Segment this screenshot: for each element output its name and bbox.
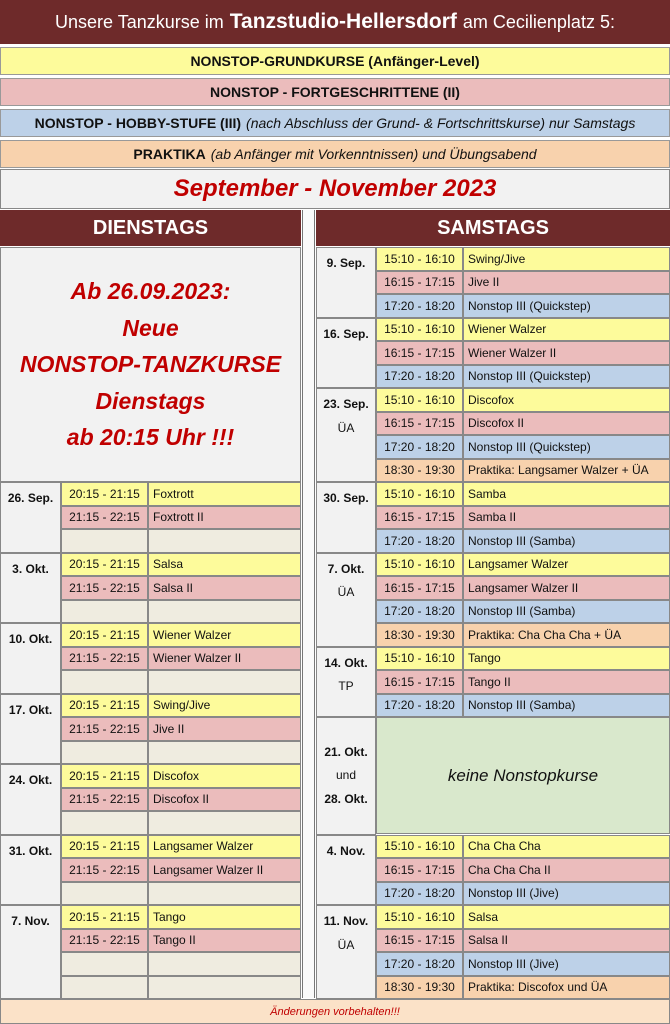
- time-cell: 17:20 - 18:20: [376, 600, 463, 624]
- date-sub-label: ÜA: [337, 585, 355, 599]
- time-cell: 15:10 - 16:10: [376, 647, 463, 671]
- header-suffix: am Cecilienplatz 5:: [462, 11, 615, 32]
- legend-note: (nach Abschluss der Grund- & Fortschrittskurse) nur Samstags: [246, 115, 636, 131]
- date-cell: [0, 694, 61, 765]
- legend-hobby-stufe: [0, 109, 670, 137]
- date-label: 23. Sep.: [323, 397, 369, 411]
- course-cell: [148, 741, 301, 765]
- course-cell: Tango II: [148, 929, 301, 953]
- time-cell: 16:15 - 17:15: [376, 341, 463, 365]
- course-cell: Tango: [148, 905, 301, 929]
- announcement-line: Neue: [122, 314, 179, 341]
- course-cell: Salsa: [148, 553, 301, 577]
- legend-label: NONSTOP - HOBBY-STUFE (III): [34, 115, 242, 131]
- time-cell: 18:30 - 19:30: [376, 459, 463, 483]
- announcement-box: [0, 247, 301, 482]
- date-label: 10. Okt.: [8, 632, 53, 646]
- date-sub-label: ÜA: [337, 420, 355, 435]
- date-label: 17. Okt.: [8, 702, 53, 717]
- time-cell: 16:15 - 17:15: [376, 929, 463, 953]
- time-cell: [61, 670, 148, 694]
- time-cell: 16:15 - 17:15: [376, 271, 463, 295]
- course-cell: Nonstop III (Quickstep): [463, 294, 670, 318]
- time-cell: 17:20 - 18:20: [376, 435, 463, 459]
- date-cell: [0, 482, 61, 553]
- date-label: 31. Okt.: [8, 843, 53, 858]
- course-cell: Praktika: Langsamer Walzer + ÜA: [463, 459, 670, 483]
- time-cell: 21:15 - 22:15: [61, 576, 148, 600]
- time-cell: 20:15 - 21:15: [61, 764, 148, 788]
- time-cell: 15:10 - 16:10: [376, 835, 463, 859]
- date-label: 16. Sep.: [323, 326, 369, 341]
- time-cell: 15:10 - 16:10: [376, 247, 463, 271]
- date-cell: [316, 318, 376, 389]
- course-cell: Swing/Jive: [148, 694, 301, 718]
- course-cell: Samba II: [463, 506, 670, 530]
- course-cell: Nonstop III (Samba): [463, 600, 670, 624]
- course-cell: Tango II: [463, 670, 670, 694]
- date-cell: [316, 247, 376, 318]
- date-cell: [316, 647, 376, 718]
- course-cell: Cha Cha Cha II: [463, 858, 670, 882]
- course-cell: Nonstop III (Jive): [463, 882, 670, 906]
- date-label: 28. Okt.: [324, 791, 368, 806]
- time-cell: 21:15 - 22:15: [61, 788, 148, 812]
- course-cell: Langsamer Walzer II: [463, 576, 670, 600]
- column-header-tuesdays: DIENSTAGS: [0, 210, 301, 246]
- column-header-saturdays: SAMSTAGS: [316, 210, 670, 246]
- time-cell: 17:20 - 18:20: [376, 365, 463, 389]
- date-label: 30. Sep.: [323, 491, 369, 505]
- time-cell: 20:15 - 21:15: [61, 905, 148, 929]
- time-cell: 16:15 - 17:15: [376, 670, 463, 694]
- course-cell: Discofox: [463, 388, 670, 412]
- time-cell: [61, 976, 148, 1000]
- time-cell: [61, 741, 148, 765]
- legend-praktika: [0, 140, 670, 168]
- column-divider: [302, 210, 315, 998]
- date-cell: [316, 717, 376, 835]
- course-cell: Praktika: Discofox und ÜA: [463, 976, 670, 1000]
- course-cell: Langsamer Walzer: [463, 553, 670, 577]
- time-cell: 17:20 - 18:20: [376, 882, 463, 906]
- course-cell: Salsa II: [148, 576, 301, 600]
- date-sub-label: TP: [338, 679, 354, 693]
- page-header: [0, 0, 670, 46]
- course-cell: Nonstop III (Jive): [463, 952, 670, 976]
- course-cell: Discofox II: [463, 412, 670, 436]
- time-cell: 21:15 - 22:15: [61, 858, 148, 882]
- course-cell: Wiener Walzer: [463, 318, 670, 342]
- course-cell: Nonstop III (Quickstep): [463, 435, 670, 459]
- time-cell: 15:10 - 16:10: [376, 318, 463, 342]
- course-cell: Jive II: [463, 271, 670, 295]
- course-cell: [148, 882, 301, 906]
- time-cell: [61, 811, 148, 835]
- course-cell: [148, 529, 301, 553]
- time-cell: 16:15 - 17:15: [376, 858, 463, 882]
- course-cell: Langsamer Walzer: [148, 835, 301, 859]
- time-cell: [61, 529, 148, 553]
- time-cell: 20:15 - 21:15: [61, 553, 148, 577]
- course-cell: Praktika: Cha Cha Cha + ÜA: [463, 623, 670, 647]
- course-cell: Swing/Jive: [463, 247, 670, 271]
- date-cell: [316, 835, 376, 906]
- date-label: 4. Nov.: [326, 843, 366, 858]
- course-cell: Wiener Walzer II: [148, 647, 301, 671]
- course-cell: Cha Cha Cha: [463, 835, 670, 859]
- time-cell: 18:30 - 19:30: [376, 976, 463, 1000]
- legend-fortgeschrittene: [0, 78, 670, 106]
- date-sub-label: ÜA: [337, 937, 355, 952]
- no-courses-note: keine Nonstopkurse: [376, 717, 670, 834]
- time-cell: 15:10 - 16:10: [376, 482, 463, 506]
- course-cell: Wiener Walzer II: [463, 341, 670, 365]
- date-cell: [0, 623, 61, 694]
- studio-name: Tanzstudio-Hellersdorf: [229, 10, 457, 33]
- date-cell: [316, 388, 376, 482]
- legend-label: PRAKTIKA: [133, 146, 206, 162]
- course-cell: Discofox II: [148, 788, 301, 812]
- time-cell: 18:30 - 19:30: [376, 623, 463, 647]
- date-label: 7. Nov.: [11, 914, 50, 928]
- course-cell: Foxtrott: [148, 482, 301, 506]
- time-cell: 15:10 - 16:10: [376, 553, 463, 577]
- legend-grundkurse: [0, 47, 670, 75]
- date-label: 24. Okt.: [8, 773, 53, 787]
- date-label: 11. Nov.: [323, 914, 369, 928]
- time-cell: 16:15 - 17:15: [376, 506, 463, 530]
- legend-label: NONSTOP - FORTGESCHRITTENE (II): [210, 84, 460, 100]
- time-cell: 20:15 - 21:15: [61, 482, 148, 506]
- course-cell: Tango: [463, 647, 670, 671]
- date-label: 3. Okt.: [12, 561, 49, 576]
- course-cell: [148, 670, 301, 694]
- time-cell: 16:15 - 17:15: [376, 576, 463, 600]
- time-cell: [61, 600, 148, 624]
- course-cell: [148, 600, 301, 624]
- date-cell: [0, 764, 61, 835]
- announcement-line: ab 20:15 Uhr !!!: [66, 424, 235, 451]
- course-cell: Foxtrott II: [148, 506, 301, 530]
- time-cell: 16:15 - 17:15: [376, 412, 463, 436]
- time-cell: 20:15 - 21:15: [61, 835, 148, 859]
- footer-note: Änderungen vorbehalten!!!: [0, 999, 670, 1024]
- time-cell: 15:10 - 16:10: [376, 905, 463, 929]
- date-label: 26. Sep.: [7, 491, 54, 505]
- course-cell: Salsa II: [463, 929, 670, 953]
- period-title: September - November 2023: [0, 169, 670, 209]
- date-cell: [316, 553, 376, 647]
- legend-label: NONSTOP-GRUNDKURSE (Anfänger-Level): [190, 53, 480, 69]
- course-cell: Nonstop III (Samba): [463, 529, 670, 553]
- time-cell: [61, 882, 148, 906]
- date-cell: [316, 482, 376, 553]
- time-cell: 17:20 - 18:20: [376, 529, 463, 553]
- time-cell: 21:15 - 22:15: [61, 929, 148, 953]
- course-cell: Salsa: [463, 905, 670, 929]
- time-cell: 17:20 - 18:20: [376, 694, 463, 718]
- time-cell: 17:20 - 18:20: [376, 294, 463, 318]
- time-cell: 20:15 - 21:15: [61, 694, 148, 718]
- time-cell: 17:20 - 18:20: [376, 952, 463, 976]
- date-cell: [316, 905, 376, 999]
- header-prefix: Unsere Tanzkurse im: [55, 11, 224, 32]
- date-label: 7. Okt.: [327, 561, 365, 576]
- time-cell: 21:15 - 22:15: [61, 647, 148, 671]
- time-cell: 20:15 - 21:15: [61, 623, 148, 647]
- course-cell: Nonstop III (Quickstep): [463, 365, 670, 389]
- date-label: 9. Sep.: [326, 256, 366, 270]
- course-cell: Samba: [463, 482, 670, 506]
- course-cell: Nonstop III (Samba): [463, 694, 670, 718]
- date-sub-label: und: [335, 768, 357, 782]
- course-cell: Jive II: [148, 717, 301, 741]
- course-cell: [148, 811, 301, 835]
- course-cell: Discofox: [148, 764, 301, 788]
- announcement-line: NONSTOP-TANZKURSE: [19, 351, 282, 378]
- course-cell: [148, 976, 301, 1000]
- date-label: 21. Okt.: [324, 744, 368, 759]
- time-cell: 21:15 - 22:15: [61, 717, 148, 741]
- time-cell: 15:10 - 16:10: [376, 388, 463, 412]
- date-cell: [0, 553, 61, 624]
- legend-note: (ab Anfänger mit Vorkenntnissen) und Übungsabend: [210, 146, 537, 162]
- date-cell: [0, 835, 61, 906]
- course-cell: Langsamer Walzer II: [148, 858, 301, 882]
- course-cell: Wiener Walzer: [148, 623, 301, 647]
- announcement-line: Ab 26.09.2023:: [70, 278, 231, 305]
- course-cell: [148, 952, 301, 976]
- announcement-line: Dienstags: [95, 387, 206, 414]
- date-cell: [0, 905, 61, 999]
- time-cell: 21:15 - 22:15: [61, 506, 148, 530]
- time-cell: [61, 952, 148, 976]
- date-label: 14. Okt.: [324, 655, 368, 670]
